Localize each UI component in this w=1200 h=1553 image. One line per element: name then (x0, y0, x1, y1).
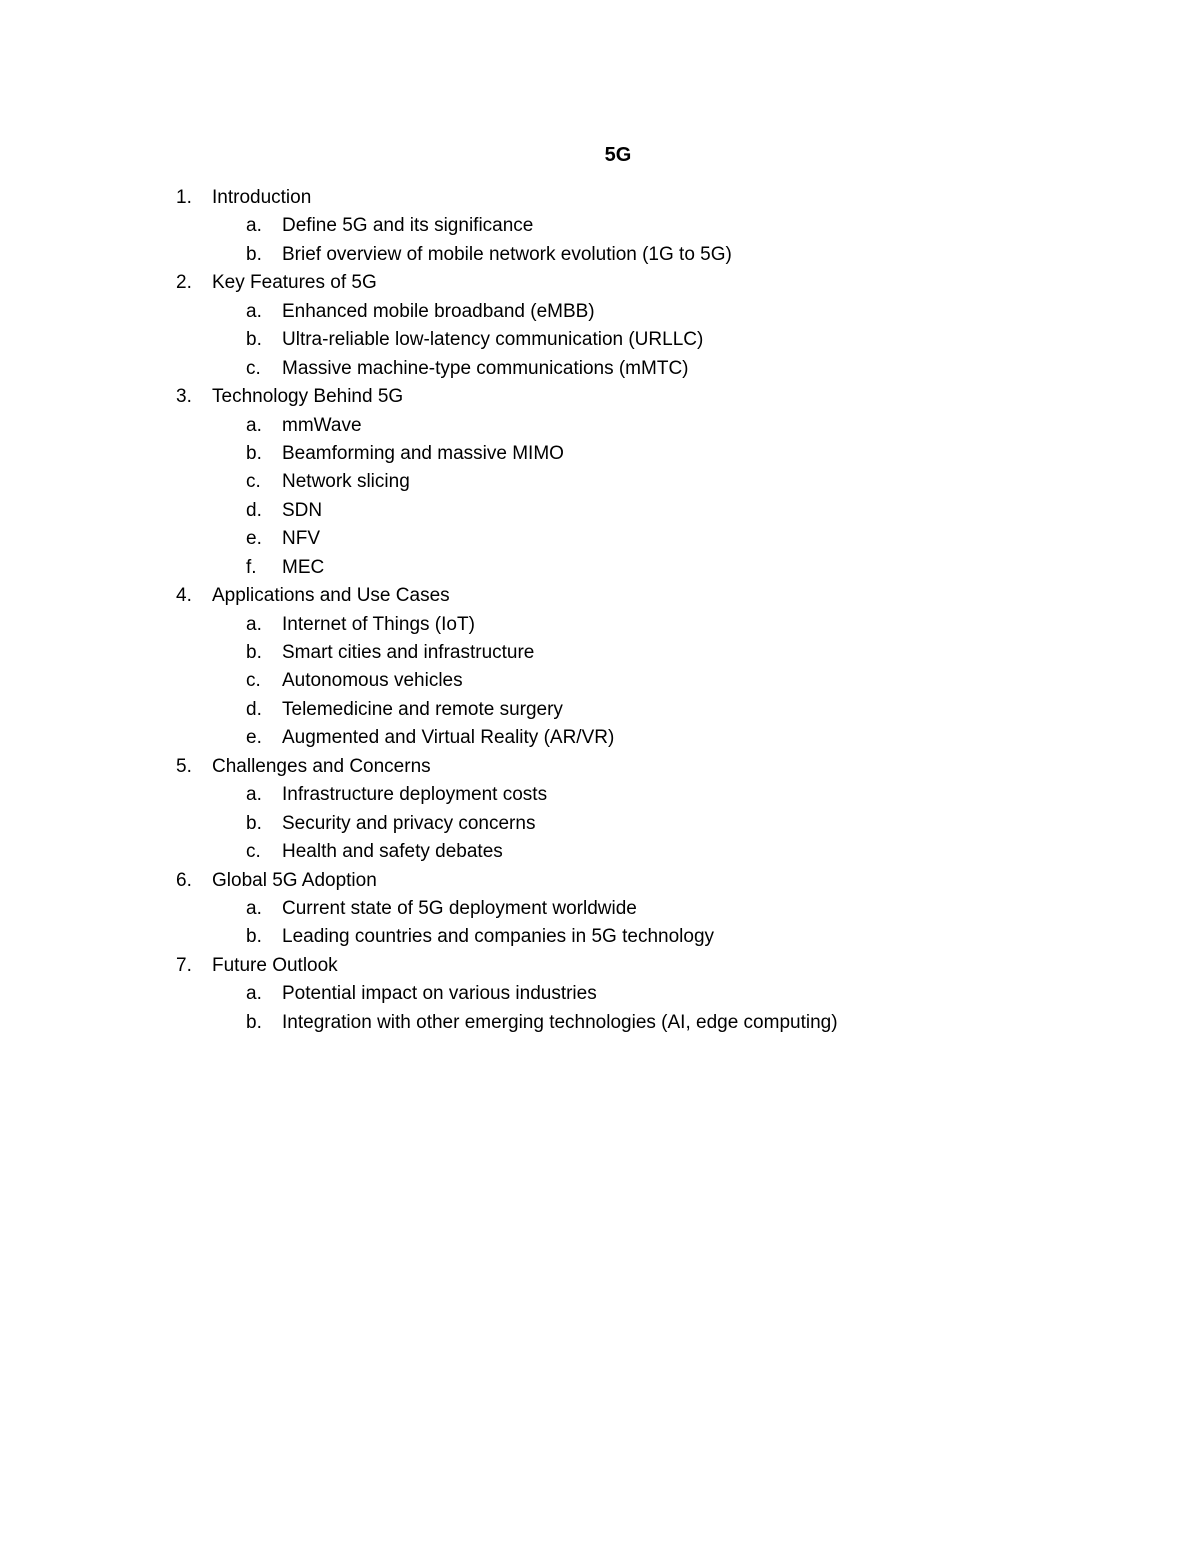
subsection-text: Current state of 5G deployment worldwide (282, 897, 637, 919)
subsection-letter: e. (246, 528, 262, 550)
subsection-item (0, 781, 1200, 809)
section-number: 3. (176, 386, 192, 408)
subsection-text: Internet of Things (IoT) (282, 613, 475, 635)
subsection-text: Beamforming and massive MIMO (282, 442, 564, 464)
subsection-item (0, 355, 1200, 383)
section-title: Technology Behind 5G (212, 386, 404, 408)
subsection-letter: b. (246, 329, 262, 351)
subsection-letter: a. (246, 300, 262, 322)
subsection-item (0, 412, 1200, 440)
subsection-text: Leading countries and companies in 5G technology (282, 926, 715, 948)
subsection-item (0, 241, 1200, 269)
section-heading (0, 952, 1200, 980)
subsection-text: Smart cities and infrastructure (282, 642, 535, 663)
subsection-letter: d. (246, 698, 262, 720)
document-title: 5G (604, 144, 632, 166)
subsection-text: Autonomous vehicles (282, 670, 463, 692)
subsection-item (0, 639, 1200, 667)
subsection-letter: f. (246, 556, 257, 578)
subsection-item (0, 838, 1200, 866)
section-heading (0, 867, 1200, 895)
subsection-item (0, 554, 1200, 582)
subsection-letter: b. (246, 812, 262, 834)
subsection-text: Ultra-reliable low-latency communication (URLLC) (282, 329, 704, 351)
subsection-item (0, 468, 1200, 496)
section-number: 7. (176, 954, 192, 976)
outline-list (0, 184, 1200, 1037)
subsection-item (0, 212, 1200, 240)
subsection-item (0, 497, 1200, 525)
subsection-letter: b. (246, 926, 262, 948)
section-title: Challenges and Concerns (212, 755, 431, 777)
subsection-text: Integration with other emerging technologies (AI, edge computing) (282, 1011, 838, 1033)
subsection-letter: b. (246, 243, 262, 265)
subsection-letter: c. (246, 670, 261, 692)
subsection-item (0, 525, 1200, 553)
subsection-item (0, 923, 1200, 951)
subsection-item (0, 980, 1200, 1008)
subsection-letter: d. (246, 499, 262, 521)
section-heading (0, 383, 1200, 411)
section-number: 6. (176, 869, 192, 891)
subsection-text: Telemedicine and remote surgery (282, 698, 563, 720)
section-title: Applications and Use Cases (212, 585, 450, 607)
subsection-text: Potential impact on various industries (282, 983, 597, 1005)
section-heading (0, 582, 1200, 610)
subsection-text: Enhanced mobile broadband (eMBB) (282, 300, 595, 322)
section-title: Future Outlook (212, 954, 338, 976)
section-heading (0, 184, 1200, 212)
subsection-text: Infrastructure deployment costs (282, 784, 548, 806)
subsection-letter: a. (246, 414, 262, 436)
subsection-letter: a. (246, 897, 262, 919)
subsection-text: SDN (282, 499, 323, 521)
section-title: Key Features of 5G (212, 272, 377, 294)
subsection-text: Brief overview of mobile network evolution (1G to 5G) (282, 243, 732, 265)
subsection-item (0, 440, 1200, 468)
section-number: 5. (176, 755, 192, 777)
subsection-item (0, 1009, 1200, 1037)
section-number: 1. (176, 187, 192, 208)
subsection-letter: b. (246, 442, 262, 464)
subsection-letter: c. (246, 357, 261, 379)
section-title: Introduction (212, 187, 312, 208)
section-number: 2. (176, 272, 192, 294)
subsection-item (0, 895, 1200, 923)
subsection-item (0, 696, 1200, 724)
section-number: 4. (176, 585, 192, 607)
section-heading (0, 269, 1200, 297)
subsection-letter: a. (246, 784, 262, 806)
subsection-text: Security and privacy concerns (282, 812, 536, 834)
subsection-letter: c. (246, 841, 261, 863)
subsection-letter: a. (246, 215, 262, 237)
section-title: Global 5G Adoption (212, 869, 377, 891)
subsection-text: mmWave (282, 414, 362, 436)
subsection-letter: b. (246, 642, 262, 663)
subsection-item (0, 298, 1200, 326)
subsection-letter: a. (246, 613, 262, 635)
subsection-text: Health and safety debates (282, 841, 503, 863)
subsection-letter: a. (246, 983, 262, 1005)
subsection-text: Massive machine-type communications (mMTC) (282, 357, 689, 379)
subsection-text: NFV (282, 528, 320, 550)
section-heading (0, 753, 1200, 781)
subsection-text: Network slicing (282, 471, 410, 493)
subsection-item (0, 326, 1200, 354)
subsection-text: MEC (282, 556, 325, 578)
subsection-letter: e. (246, 727, 262, 749)
subsection-item (0, 611, 1200, 639)
subsection-letter: b. (246, 1011, 262, 1033)
subsection-item (0, 667, 1200, 695)
subsection-letter: c. (246, 471, 261, 493)
subsection-item (0, 810, 1200, 838)
subsection-text: Define 5G and its significance (282, 215, 534, 237)
subsection-text: Augmented and Virtual Reality (AR/VR) (282, 727, 615, 749)
subsection-item (0, 724, 1200, 752)
